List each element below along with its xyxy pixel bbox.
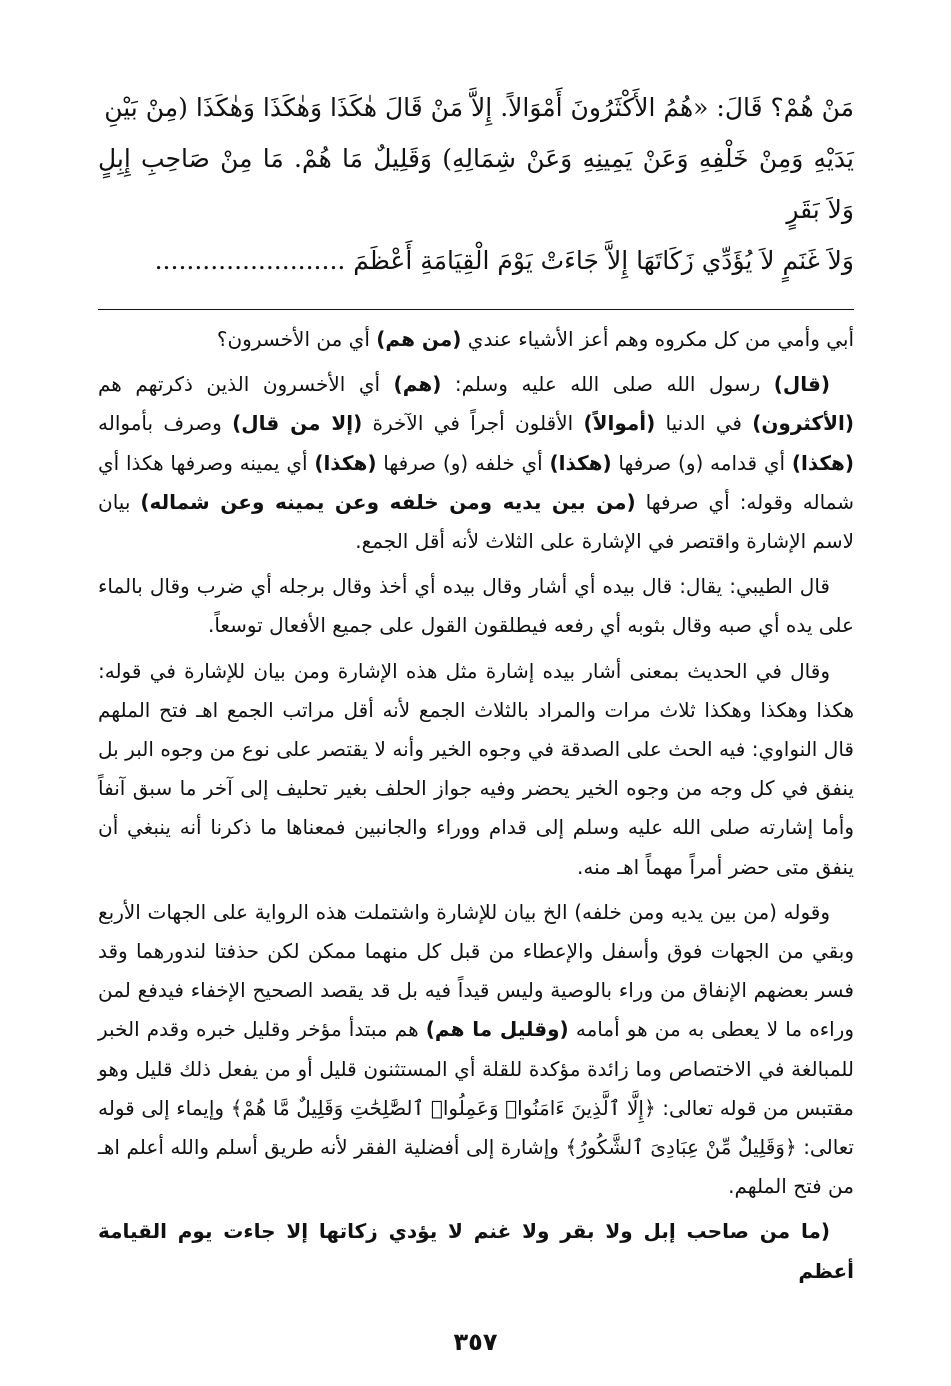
- quran-quote: ﴿إِلَّا ٱلَّذِينَ ءَامَنُوا۟ وَعَمِلُوا۟ ٱلصَّٰلِحَٰتِ وَقَلِيلٌ مَّا هُمْ﴾: [230, 1095, 656, 1120]
- text: الأقلون أجراً في الآخرة: [362, 411, 584, 436]
- book-page: [98, 82, 854, 1362]
- text: وقوله (من بين يديه ومن خلفه) الخ بيان للإشارة واشتملت هذه الرواية على الجهات الأربع وبقي من الجهات فوق وأسفل والإعطاء من قبل كل منهما ممكن لكن حذفتا لندورهما وقد فسر بعضهم الإنفاق من وراء بالوصية وليس قيداً فيه بل قد يقصد الصحيح الإخفاء فيدفع لمن وراءه ما لا يعطى به من هو أمامه: [98, 899, 854, 1042]
- bold-quote: (هكذا): [314, 450, 377, 475]
- text: وإيماء إلى قوله تعالى:: [98, 1095, 854, 1160]
- bold-quote: (من هم): [376, 327, 462, 351]
- commentary-paragraph-4: وقال في الحديث بمعنى أشار بيده إشارة مثل هذه الإشارة ومن بيان للإشارة في قوله: هكذا وهكذا وهكذا ثلاث مرات والمراد بالثلاث الجمع لأنه أقل مراتب الجمع اهـ فتح الملهم قال النواوي: فيه الحث على الصدقة في وجوه الخير وأنه لا يقتصر على نوع من وجوه البر بل ينفق في كل وجه من وجوه الخير يحضر وفيه جواز الحلف بغير تحليف إلى آخر ما سبق آنفاً وأما إشارته صلى الله عليه وسلم إلى قدام ووراء والجانبين فمعناها ما ذكرنا أنه ينبغي أن ينفق متى حضر أمراً مهماً اهـ منه.: [98, 658, 854, 879]
- text: أبي وأمي من كل مكروه وهم أعز الأشياء عندي: [461, 327, 854, 351]
- page-number: ٣٥٧: [453, 1328, 498, 1356]
- commentary-block: [98, 320, 854, 1291]
- text: أي الأخسرون الذين ذكرتهم هم: [98, 372, 394, 397]
- text: وإشارة إلى أفضلية الفقر لأنه طريق أسلم والله أعلم اهـ من فتح الملهم.: [98, 1135, 854, 1199]
- bold-quote: (هم): [393, 372, 442, 397]
- bold-quote: (هكذا): [549, 450, 612, 475]
- bold-quote: (من بين يديه ومن خلفه وعن يمينه وعن شماله): [140, 489, 636, 514]
- hadith-line-2: يَدَيْهِ وَمِنْ خَلْفِهِ وَعَنْ يَمِينِهِ وَعَنْ شِمَالِهِ) وَقَلِيلٌ مَا هُمْ. مَا مِنْ صَاحِبِ إِبِلٍ وَلاَ بَقَرٍ: [98, 144, 854, 224]
- commentary-paragraph-3: قال الطيبي: يقال: قال بيده أي أشار وقال بيده أي أخذ وقال برجله أي ضرب وقال بالماء على يده أي صبه وقال بثوبه أي رفعه فيطلقون القول على جميع الأفعال توسعاً.: [98, 574, 854, 638]
- bold-quote: (قال): [773, 372, 830, 397]
- text: في الدنيا: [655, 411, 753, 436]
- bold-quote: (إلا من قال): [232, 411, 363, 436]
- commentary-paragraph-1: [98, 320, 854, 359]
- commentary-paragraph-5: [98, 893, 854, 1207]
- bold-quote: (الأكثرون): [752, 411, 854, 436]
- text: أي خلفه (و) صرفها: [376, 450, 550, 475]
- text: أي يمينه وصرفها هكذا أي شماله وقوله: أي صرفها: [98, 450, 854, 514]
- quran-quote: ﴿وَقَلِيلٌ مِّنْ عِبَادِىَ ٱلشَّكُورُ﴾: [565, 1135, 797, 1160]
- text: بيان لاسم الإشارة واقتصر في الإشارة على الثلاث لأنه أقل الجمع.: [98, 489, 854, 554]
- text: رسول الله صلى الله عليه وسلم:: [441, 372, 774, 397]
- hadith-line-1: مَنْ هُمْ؟ قَالَ: «هُمُ الأَكْثَرُونَ أَمْوَالاً. إِلاَّ مَنْ قَالَ هٰكَذَا وَهٰكَذَا وَهٰكَذَا (مِنْ بَيْنِ: [104, 93, 854, 122]
- bold-quote: (وقليل ما هم): [425, 1017, 569, 1042]
- bold-quote: (هكذا): [791, 450, 855, 475]
- commentary-paragraph-6: (ما من صاحب إبل ولا بقر ولا غنم لا يؤدي زكاتها إلا جاءت يوم القيامة أعظم: [98, 1219, 854, 1283]
- hadith-text-block: [98, 82, 854, 286]
- section-divider: [98, 309, 854, 310]
- commentary-paragraph-2: [98, 365, 854, 561]
- hadith-line-3: وَلاَ غَنَمٍ لاَ يُؤَدِّي زَكَاتَهَا إِلاَّ جَاءَتْ يَوْمَ الْقِيَامَةِ أَعْظَمَ ........................: [154, 246, 854, 275]
- text: هم مبتدأ مؤخر وقليل خبره وقدم الخبر للمبالغة في الاختصاص وما زائدة مؤكدة للقلة أي المستثنون قليل أو من يفعل ذلك قليل وهو مقتبس من قوله تعالى:: [98, 1017, 854, 1120]
- text: أي قدامه (و) صرفها: [611, 450, 792, 475]
- text: أي من الأخسرون؟: [216, 327, 377, 351]
- bold-quote: (أموالاً): [583, 411, 656, 436]
- text: وصرف بأمواله: [98, 411, 233, 436]
